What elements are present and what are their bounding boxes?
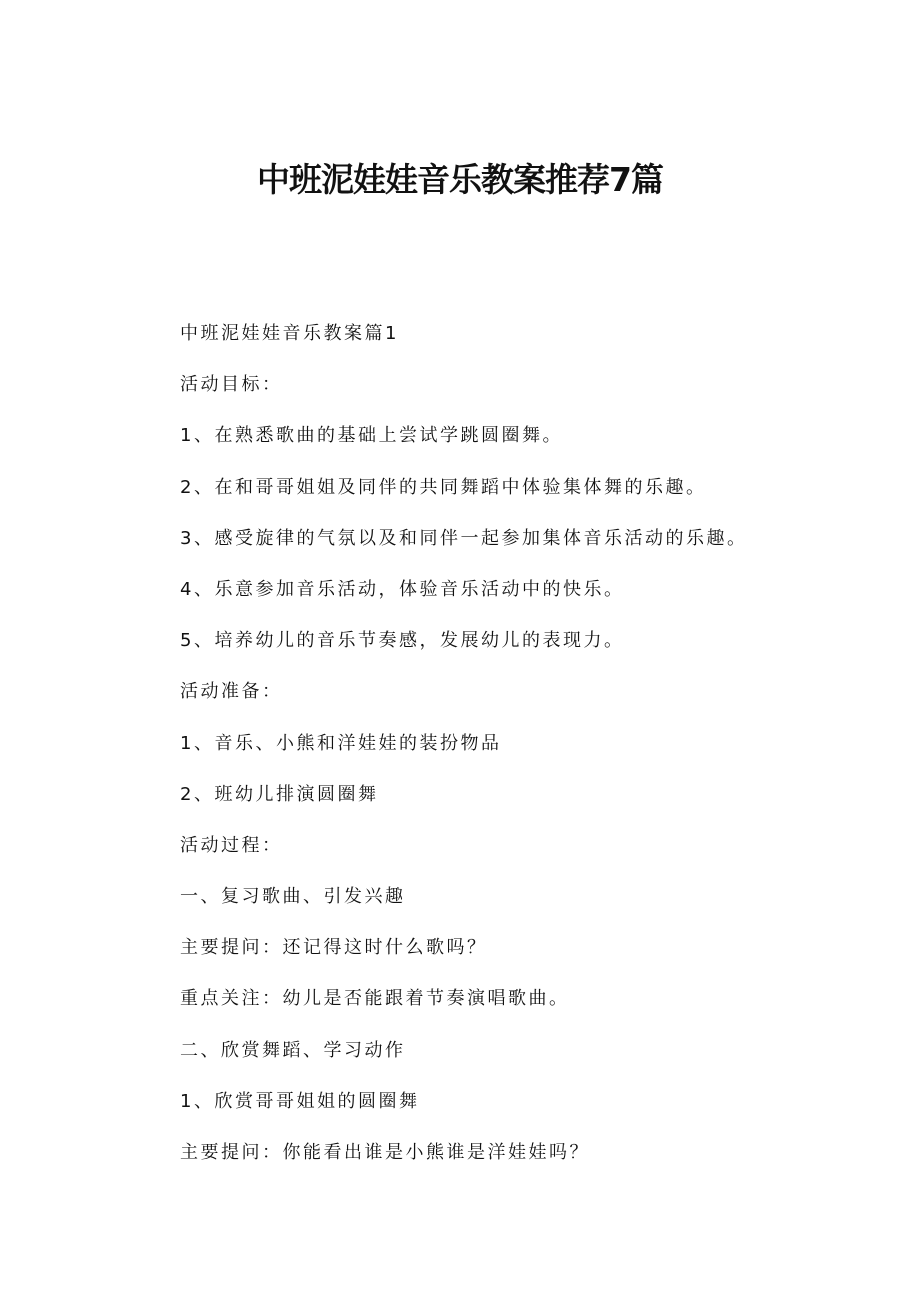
main-question-2: 主要提问：你能看出谁是小熊谁是洋娃娃吗？ [180,1142,590,1163]
key-focus-1: 重点关注：幼儿是否能跟着节奏演唱歌曲。 [180,988,570,1010]
goal-item-1: 1、在熟悉歌曲的基础上尝试学跳圆圈舞。 [180,425,563,447]
process-substep-1: 1、欣赏哥哥姐姐的圆圈舞 [180,1090,420,1112]
activity-goals-heading: 活动目标： [180,374,283,396]
preparation-item-1: 1、音乐、小熊和洋娃娃的装扮物品 [180,732,502,754]
process-step-2: 二、欣赏舞蹈、学习动作 [180,1039,406,1061]
goal-item-4: 4、乐意参加音乐活动，体验音乐活动中的快乐。 [180,578,625,600]
preparation-item-2: 2、班幼儿排演圆圈舞 [180,783,379,805]
goal-item-3: 3、感受旋律的气氛以及和同伴一起参加集体音乐活动的乐趣。 [180,527,748,549]
document-title: 中班泥娃娃音乐教案推荐7篇 [257,160,663,199]
process-step-1: 一、复习歌曲、引发兴趣 [180,886,406,908]
section-heading: 中班泥娃娃音乐教案篇1 [180,323,399,344]
activity-preparation-heading: 活动准备： [180,681,283,703]
document-body [180,318,880,1188]
activity-process-heading: 活动过程： [180,834,283,856]
goal-item-5: 5、培养幼儿的音乐节奏感，发展幼儿的表现力。 [180,630,625,652]
main-question-1: 主要提问：还记得这时什么歌吗？ [180,937,488,959]
goal-item-2: 2、在和哥哥姐姐及同伴的共同舞蹈中体验集体舞的乐趣。 [180,476,707,498]
